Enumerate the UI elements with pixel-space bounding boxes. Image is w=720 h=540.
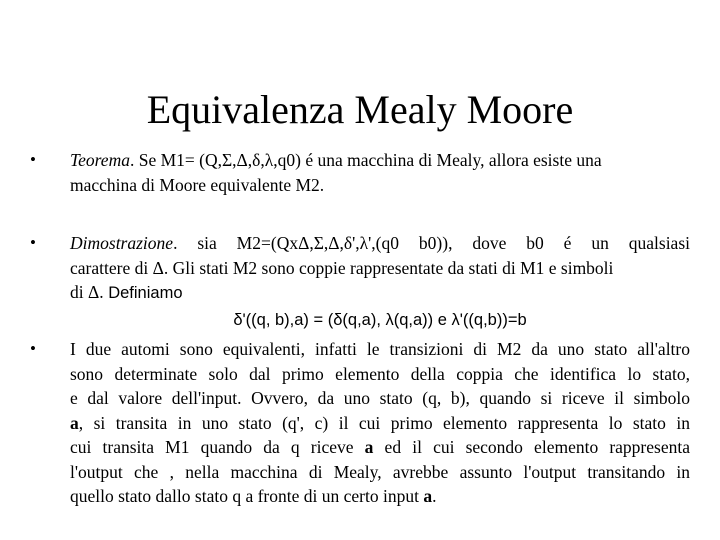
text-span: . Se M1= (Q,Σ,Δ,δ,λ,q0) é una macchina di Mealy, allora esiste una [129, 150, 602, 170]
dimostrazione-label: Dimostrazione [70, 233, 174, 253]
bullet-marker: • [30, 150, 36, 169]
bullet-marker: • [30, 339, 36, 358]
text-line: carattere di Δ. Gli stati M2 sono coppie rappresentate da stati di M1 e simboli [70, 257, 614, 278]
bullet-text [70, 148, 690, 197]
text-line [70, 411, 690, 436]
text-span: . sia M2=(QxΔ,Σ,Δ,δ',λ',(q0 b0)), dove b0 é un qualsiasi [173, 233, 690, 253]
bullet-marker: • [30, 233, 36, 252]
formula: δ'((q, b),a) = (δ(q,a), λ(q,a)) e λ'((q,b))=b [233, 310, 527, 329]
text-span: . [432, 486, 437, 506]
teorema-label: Teorema [70, 150, 130, 170]
text-line [70, 280, 690, 306]
text-line: I due automi sono equivalenti, infatti le transizioni di M2 da uno stato all'altro [70, 339, 690, 359]
text-line: sono determinate solo dal primo elemento della coppia che identifica lo stato, [70, 363, 690, 384]
text-span: di Δ. [70, 282, 104, 302]
text-line [70, 484, 690, 509]
text-line: macchina di Moore equivalente M2. [70, 174, 325, 195]
symbol-a: a [364, 437, 374, 457]
text-span: quello stato dallo stato q a fronte di un certo input [70, 486, 424, 506]
text-span: , si transita in uno stato (q', c) il cui primo elemento rappresenta lo stato in [78, 412, 690, 433]
definiamo-text: Definiamo [103, 284, 183, 302]
symbol-a: a [423, 486, 433, 506]
text-span: ed il cui secondo elemento rappresenta [373, 437, 690, 457]
text-line [70, 231, 690, 256]
symbol-a: a [70, 412, 79, 433]
text-line: l'output che , nella macchina di Mealy, avrebbe assunto l'output transitando in [70, 461, 690, 482]
bullet-text [70, 231, 690, 334]
text-line: e dal valore dell'input. Ovvero, da uno stato (q, b), quando si riceve il simbolo [70, 388, 690, 408]
text-line [70, 435, 690, 460]
text-span: cui transita M1 quando da q riceve [70, 437, 365, 457]
bullet-text [70, 337, 690, 509]
slide-title: Equivalenza Mealy Moore [146, 87, 574, 132]
text-line [70, 148, 690, 173]
